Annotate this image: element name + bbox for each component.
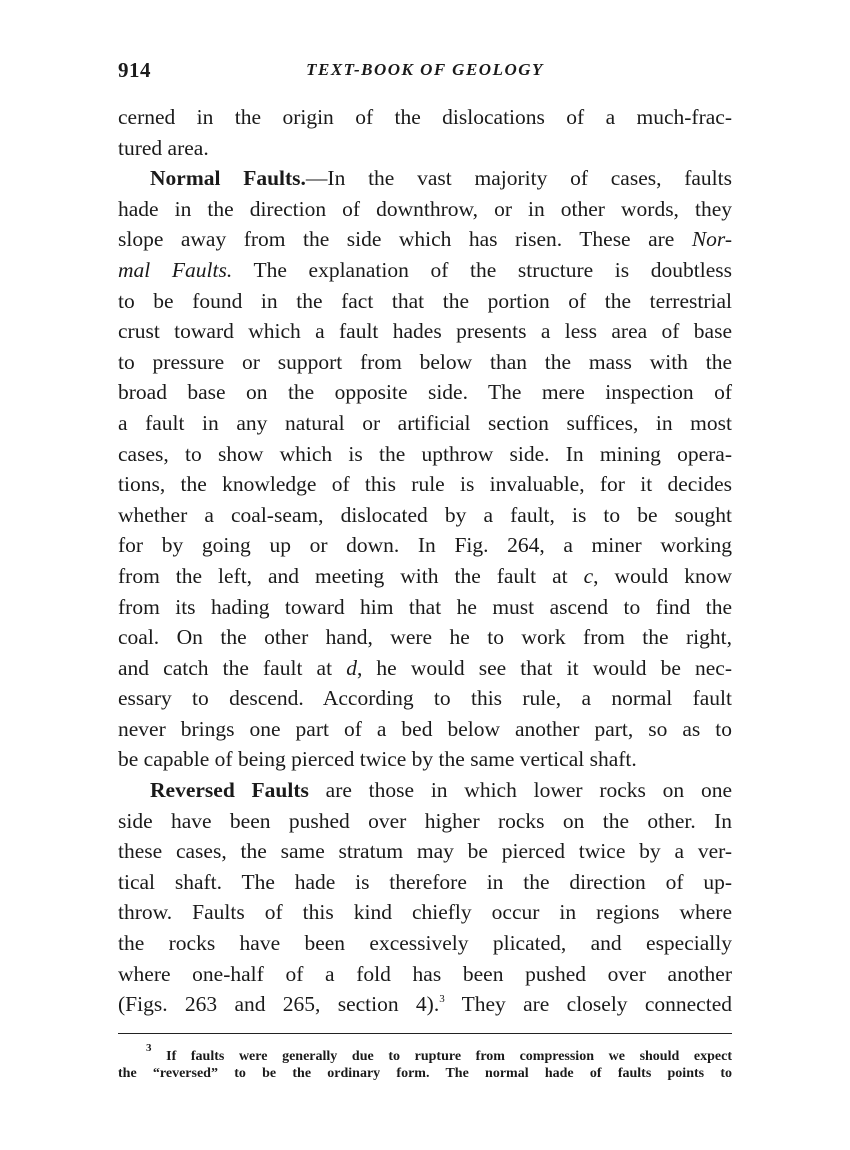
- italic-term: mal Faults.: [118, 257, 233, 282]
- text-segment: (Figs. 263 and 265, section 4).: [118, 992, 440, 1017]
- text-segment: , would know: [593, 563, 732, 588]
- text-line: [118, 347, 732, 378]
- text-segment: hade in the direction of downthrow, or in other words, they: [118, 196, 732, 221]
- text-line: [118, 867, 732, 898]
- italic-letter: d: [346, 655, 357, 680]
- text-line: [118, 224, 732, 255]
- text-segment: If faults were generally due to rupture from compression we should expect: [151, 1048, 732, 1064]
- text-line: [118, 806, 732, 837]
- text-line: [118, 744, 732, 775]
- text-line: [118, 775, 732, 806]
- text-line: [118, 530, 732, 561]
- text-line: [118, 500, 732, 531]
- text-segment: cases, to show which is the upthrow side. In mining opera-: [118, 441, 732, 466]
- text-segment: cerned in the origin of the dislocations of a much-frac-: [118, 105, 732, 129]
- section-heading-reversed-faults: Reversed Faults: [150, 778, 309, 803]
- text-line: [118, 561, 732, 592]
- footnote-divider: [118, 1033, 732, 1034]
- text-line: [118, 408, 732, 439]
- text-segment: tions, the knowledge of this rule is invaluable, for it decides: [118, 472, 732, 497]
- text-segment: coal. On the other hand, were he to work from the right,: [118, 625, 732, 650]
- text-segment: never brings one part of a bed below another part, so as to: [118, 716, 732, 741]
- text-line: [118, 194, 732, 225]
- text-segment: , he would see that it would be nec-: [356, 655, 732, 680]
- text-segment: side have been pushed over higher rocks on the other. In: [118, 808, 732, 833]
- footnote-line: [118, 1041, 732, 1065]
- text-segment: these cases, the same stratum may be pierced twice by a ver-: [118, 839, 732, 864]
- text-segment: to be found in the fact that the portion of the terrestrial: [118, 288, 732, 313]
- italic-term: Nor-: [691, 227, 732, 252]
- page-header: [118, 58, 732, 88]
- text-line: [118, 592, 732, 623]
- text-line: [118, 163, 732, 194]
- text-line: [118, 622, 732, 653]
- footnote-line: [118, 1065, 732, 1082]
- text-line: [118, 102, 732, 133]
- page: [118, 58, 732, 1082]
- text-segment: whether a coal-seam, dislocated by a fault, is to be sought: [118, 502, 732, 527]
- text-segment: essary to descend. According to this rule, a normal fault: [118, 686, 732, 711]
- footnote-marker: 3: [146, 1041, 152, 1054]
- text-segment: from the left, and meeting with the fault at: [118, 563, 584, 588]
- text-line: [118, 439, 732, 470]
- page-number: 914: [118, 58, 151, 82]
- text-segment: broad base on the opposite side. The mere inspection of: [118, 380, 732, 405]
- text-segment: for by going up or down. In Fig. 264, a miner working: [118, 533, 732, 558]
- text-segment: tical shaft. The hade is therefore in the direction of up-: [118, 869, 732, 894]
- text-segment: throw. Faults of this kind chiefly occur in regions where: [118, 900, 732, 925]
- text-line: [118, 897, 732, 928]
- body-text: [118, 102, 732, 1020]
- text-segment: the rocks have been excessively plicated, and especially: [118, 931, 732, 956]
- text-line: [118, 133, 732, 164]
- text-segment: are those in which lower rocks on one: [308, 778, 732, 803]
- footnote: [118, 1041, 732, 1082]
- text-line: [118, 714, 732, 745]
- text-segment: The explanation of the structure is doubtless: [232, 257, 732, 282]
- running-head: TEXT-BOOK OF GEOLOGY: [306, 60, 544, 79]
- text-segment: a fault in any natural or artificial section suffices, in most: [118, 410, 732, 435]
- text-segment: where one-half of a fold has been pushed over another: [118, 961, 732, 986]
- text-segment: tured area.: [118, 135, 209, 160]
- text-line: [118, 989, 732, 1020]
- text-segment: slope away from the side which has risen. These are: [118, 227, 692, 252]
- text-line: [118, 836, 732, 867]
- text-segment: from its hading toward him that he must ascend to find the: [118, 594, 732, 619]
- italic-letter: c: [583, 563, 594, 588]
- text-segment: to pressure or support from below than the mass with the: [118, 349, 732, 374]
- text-segment: They are closely connected: [444, 992, 732, 1017]
- text-line: [118, 928, 732, 959]
- text-segment: and catch the fault at: [118, 655, 347, 680]
- text-line: [118, 377, 732, 408]
- text-line: [118, 286, 732, 317]
- text-line: [118, 469, 732, 500]
- text-segment: crust toward which a fault hades presents a less area of base: [118, 319, 732, 344]
- text-segment: be capable of being pierced twice by the same vertical shaft.: [118, 747, 637, 772]
- text-line: [118, 683, 732, 714]
- text-segment: —In the vast majority of cases, faults: [305, 166, 732, 191]
- text-line: [118, 316, 732, 347]
- section-heading-normal-faults: Normal Faults.: [150, 166, 306, 191]
- footnote-reference: 3: [439, 993, 445, 1006]
- text-line: [118, 959, 732, 990]
- text-segment: the “reversed” to be the ordinary form. The normal hade of faults points to: [118, 1065, 732, 1081]
- text-line: [118, 255, 732, 286]
- text-line: [118, 653, 732, 684]
